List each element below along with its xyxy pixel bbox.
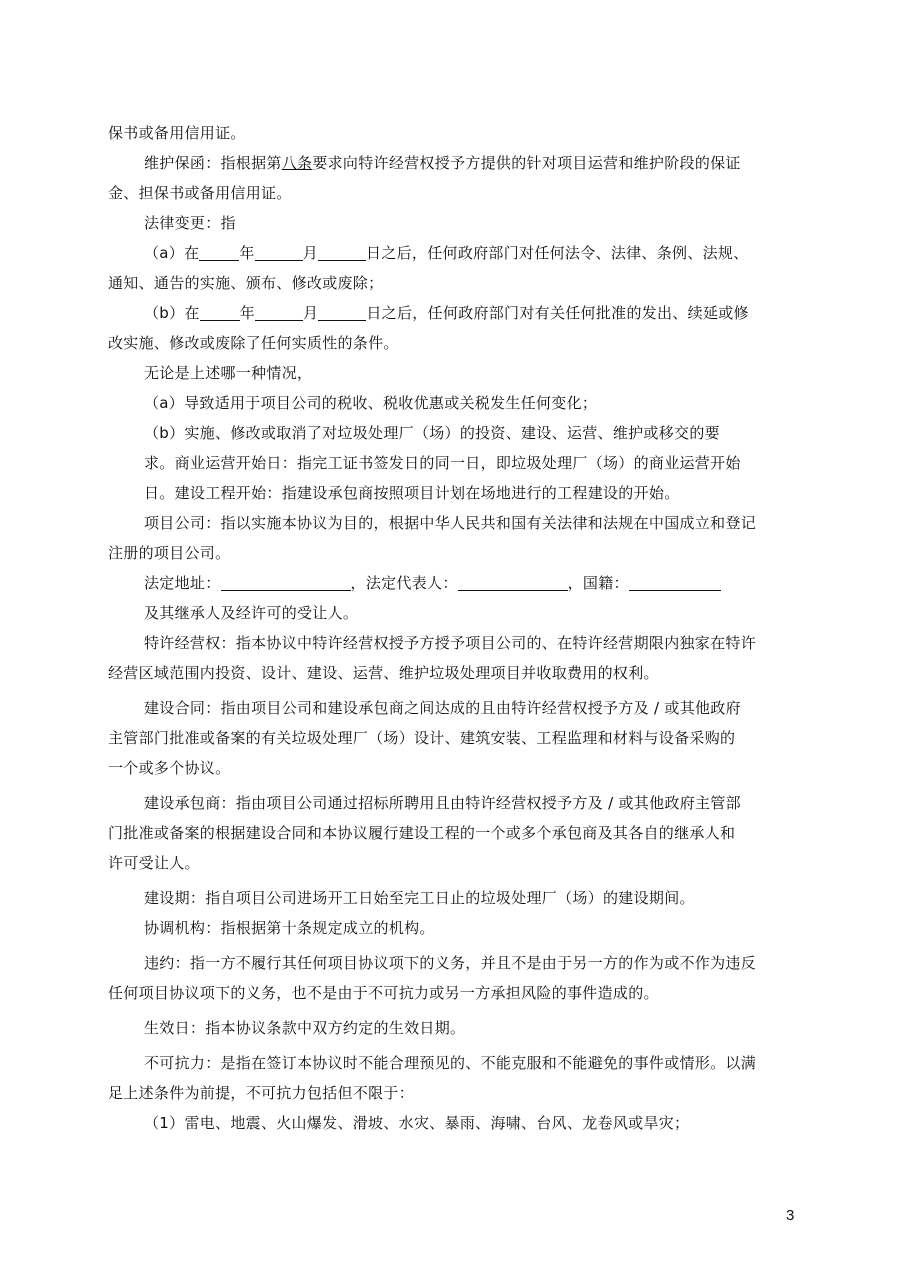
line-22: 一个或多个协议。: [108, 759, 231, 777]
line-1: 保书或备用信用证。: [108, 124, 246, 142]
line-16: 法定地址： ，法定代表人： ，国籍：: [108, 568, 836, 598]
line-29: 任何项目协议项下的义务，也不是由于不可抗力或另一方承担风险的事件造成的。: [108, 984, 659, 1002]
line-33: （1）雷电、地震、火山爆发、滑坡、水灾、暴雨、海啸、台风、龙卷风或旱灾；: [144, 1114, 690, 1132]
line-19: 经营区域范围内投资、设计、建设、运营、维护垃圾处理项目并收取费用的权利。: [108, 664, 659, 682]
line-9: 无论是上述哪一种情况，: [144, 364, 313, 382]
blank-day: [318, 244, 366, 261]
line-25: 许可受让人。: [108, 854, 200, 872]
line-14: 项目公司：指以实施本协议为目的，根据中华人民共和国有关法律和法规在中国成立和登记: [144, 514, 757, 532]
line-13: 日。建设工程开始：指建设承包商按照项目计划在场地进行的工程建设的开始。: [144, 484, 680, 502]
line-17: 及其继承人及经许可的受让人。: [144, 604, 359, 622]
line-27: 协调机构：指根据第十条规定成立的机构。: [144, 919, 435, 937]
line-5: （a）在 年 月 日之后，任何政府部门对任何法令、法律、条例、法规、: [144, 244, 749, 262]
line-20: 建设合同：指由项目公司和建设承包商之间达成的且由特许经营权授予方及 / 或其他政府: [144, 699, 741, 717]
page-number: 3: [786, 1207, 795, 1224]
blank-year: [200, 304, 240, 321]
blank-address: [221, 574, 351, 591]
line-7: （b）在 年 月 日之后，任何政府部门对有关任何批准的发出、续延或修: [144, 304, 749, 322]
line-21: 主管部门批准或备案的有关垃圾处理厂（场）设计、建筑安装、工程监理和材料与设备采购的: [108, 729, 736, 747]
blank-day: [318, 304, 366, 321]
article-link: 八条: [281, 154, 313, 172]
blank-year: [199, 244, 239, 261]
blank-representative: [458, 574, 568, 591]
line-12: 求。商业运营开始日：指完工证书签发日的同一日，即垃圾处理厂（场）的商业运营开始: [144, 454, 741, 472]
line-28: 违约：指一方不履行其任何项目协议项下的义务，并且不是由于另一方的作为或不作为违反: [144, 954, 757, 972]
line-11: （b）实施、修改或取消了对垃圾处理厂（场）的投资、建设、运营、维护或移交的要: [144, 424, 720, 442]
line-6: 通知、通告的实施、颁布、修改或废除；: [108, 274, 384, 292]
blank-month: [255, 244, 303, 261]
line-8: 改实施、修改或废除了任何实质性的条件。: [108, 334, 399, 352]
line-15: 注册的项目公司。: [108, 544, 231, 562]
blank-nationality: [629, 574, 721, 591]
line-26: 建设期：指自项目公司进场开工日始至完工日止的垃圾处理厂（场）的建设期间。: [144, 889, 695, 907]
blank-month: [255, 304, 303, 321]
line-30: 生效日：指本协议条款中双方约定的生效日期。: [144, 1019, 466, 1037]
line-4: 法律变更：指: [144, 214, 236, 232]
line-23: 建设承包商：指由项目公司通过招标所聘用且由特许经营权授予方及 / 或其他政府主管部: [144, 794, 741, 812]
line-31: 不可抗力：是指在签订本协议时不能合理预见的、不能克服和不能避免的事件或情形。以满: [144, 1054, 757, 1072]
line-18: 特许经营权：指本协议中特许经营权授予方授予项目公司的、在特许经营期限内独家在特许: [144, 634, 757, 652]
line-3: 金、担保书或备用信用证。: [108, 184, 292, 202]
line-2: 维护保函：指根据第八条要求向特许经营权授予方提供的针对项目运营和维护阶段的保证: [144, 154, 741, 172]
line-32: 足上述条件为前提，不可抗力包括但不限于：: [108, 1084, 415, 1102]
line-10: （a）导致适用于项目公司的税收、税收优惠或关税发生任何变化；: [144, 394, 598, 412]
line-24: 门批准或备案的根据建设合同和本协议履行建设工程的一个或多个承包商及其各自的继承人和: [108, 824, 736, 842]
